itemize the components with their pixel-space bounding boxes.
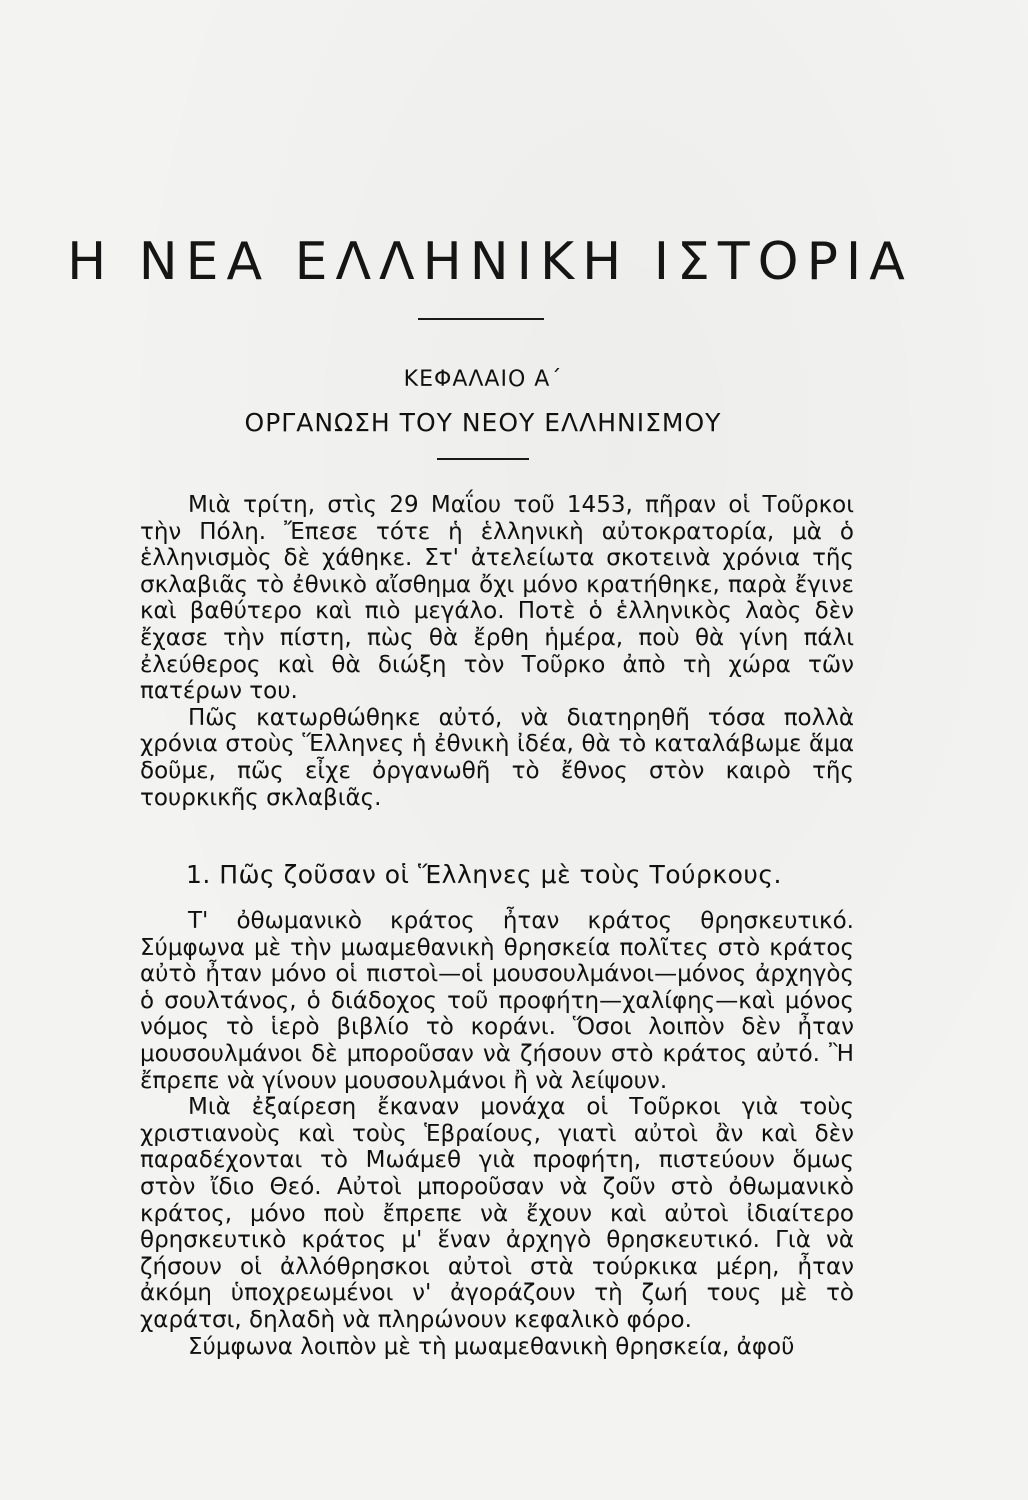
section-text bbox=[140, 908, 854, 1360]
section-paragraph-2: Μιὰ ἐξαίρεση ἔκαναν μονάχα οἱ Τοῦρκοι γιὰ τοὺς χριστιανοὺς καὶ τοὺς Ἑβραίους, γιατὶ αὐτοὶ ἂν καὶ δὲν παραδέχονται τὸ Μωάμεθ γιὰ προφήτη, πιστεύουν ὅμως στὸν ἴδιο Θεό. Αὐτοὶ μποροῦσαν νὰ ζοῦν στὸ ὀθωμανικὸ κράτος, μόνο ποὺ ἔπρεπε νὰ ἔχουν καὶ αὐτοὶ ἰδιαίτερο θρησκευτικὸ κράτος μ' ἕναν ἀρχηγὸ θρησκευτικό. Γιὰ νὰ ζήσουν οἱ ἀλλόθρησκοι αὐτοὶ στὰ τούρκικα μέρη, ἦταν ἀκόμη ὑποχρεωμένοι ν' ἀγοράζουν τὴ ζωή τους μὲ τὸ χαράτσι, δηλαδὴ νὰ πληρώνουν κεφαλικὸ φόρο. bbox=[140, 1094, 854, 1333]
intro-paragraph-2: Πῶς κατωρθώθηκε αὐτό, νὰ διατηρηθῆ τόσα πολλὰ χρόνια στοὺς Ἕλληνες ἡ ἐθνικὴ ἰδέα, θὰ τὸ καταλάβωμε ἅμα δοῦμε, πῶς εἶχε ὀργανωθῆ τὸ ἔθνος στὸν καιρὸ τῆς τουρκικῆς σκλαβιᾶς. bbox=[140, 704, 854, 811]
intro-paragraph-1: Μιὰ τρίτη, στὶς 29 Μαΐου τοῦ 1453, πῆραν οἱ Τοῦρκοι τὴν Πόλη. Ἔπεσε τότε ἡ ἑλληνικὴ αὐτοκρατορία, μὰ ὁ ἑλληνισμὸς δὲ χάθηκε. Στ' ἀτελείωτα σκοτεινὰ χρόνια τῆς σκλαβιᾶς τὸ ἐθνικὸ αἴσθημα ὄχι μόνο κρατήθηκε, παρὰ ἔγινε καὶ βαθύτερο καὶ πιὸ μεγάλο. Ποτὲ ὁ ἑλληνικὸς λαὸς δὲν ἔχασε τὴν πίστη, πὼς θὰ ἔρθη ἡμέρα, ποὺ θὰ γίνη πάλι ἐλεύθερος καὶ θὰ διώξη τὸν Τοῦρκο ἀπὸ τὴ χώρα τῶν πατέρων του. bbox=[140, 492, 854, 705]
intro-text bbox=[140, 492, 854, 811]
chapter-label: ΚΕΦΑΛΑΙΟ Α΄ bbox=[403, 367, 563, 392]
chapter-title: ΟΡΓΑΝΩΣΗ ΤΟΥ ΝΕΟΥ ΕΛΛΗΝΙΣΜΟΥ bbox=[244, 408, 722, 437]
chapter-divider bbox=[437, 458, 529, 460]
section-paragraph-3: Σύμφωνα λοιπὸν μὲ τὴ μωαμεθανικὴ θρησκεία, ἀφοῦ bbox=[188, 1333, 795, 1360]
section-heading: 1. Πῶς ζοῦσαν οἱ Ἕλληνες μὲ τοὺς Τούρκους. bbox=[186, 860, 782, 889]
section-paragraph-1: Τ' ὀθωμανικὸ κράτος ἦταν κράτος θρησκευτικό. Σύμφωνα μὲ τὴν μωαμεθανικὴ θρησκεία πολῖτες στὸ κράτος αὐτὸ ἦταν μόνο οἱ πιστοὶ—οἱ μουσουλμάνοι—μόνος ἀρχηγὸς ὁ σουλτάνος, ὁ διάδοχος τοῦ προφήτη—χαλίφης—καὶ μόνος νόμος τὸ ἱερὸ βιβλίο τὸ κοράνι. Ὅσοι λοιπὸν δὲν ἦταν μουσουλμάνοι δὲ μποροῦσαν νὰ ζήσουν στὸ κράτος αὐτό. Ἢ ἔπρεπε νὰ γίνουν μουσουλμάνοι ἢ νὰ λείψουν. bbox=[140, 908, 854, 1094]
page-title: Η ΝΕΑ ΕΛΛΗΝΙΚΗ ΙΣΤΟΡΙΑ bbox=[67, 232, 913, 292]
title-divider bbox=[418, 318, 544, 320]
